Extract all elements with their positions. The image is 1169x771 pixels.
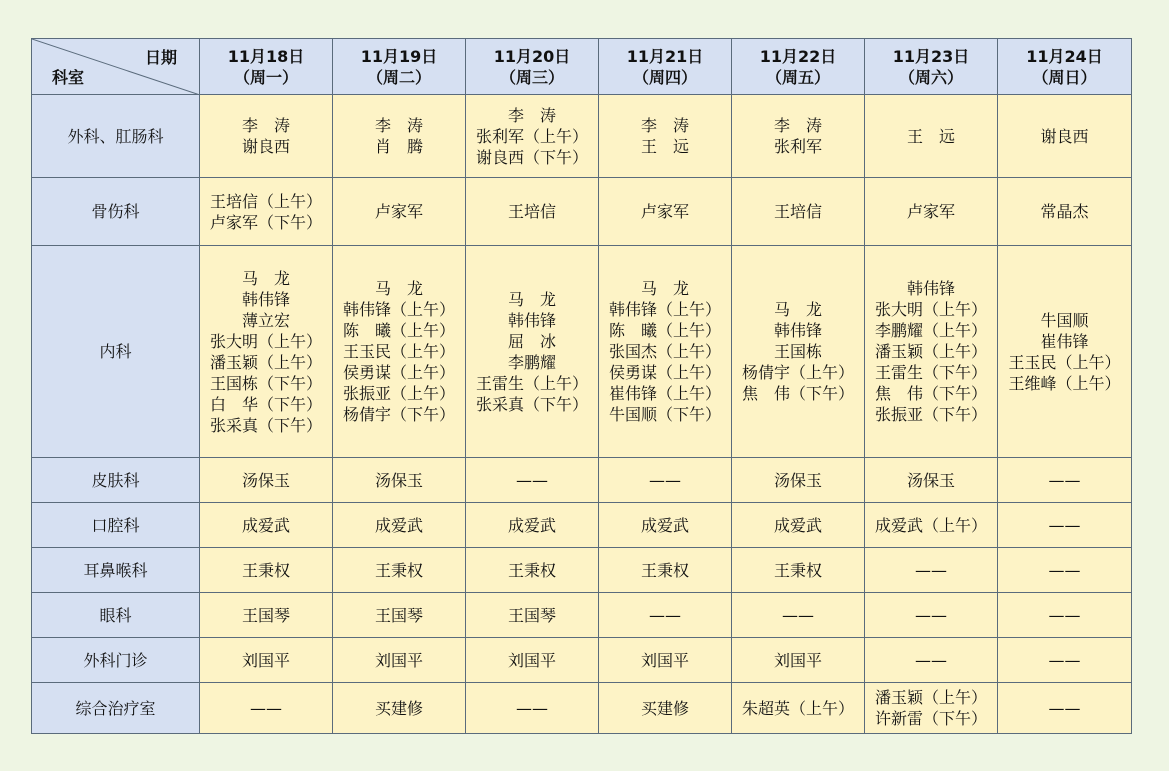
doctor-list — [875, 687, 987, 729]
doctor-list — [915, 650, 947, 671]
day-header — [599, 39, 732, 95]
doctor-name: 侯勇谋（上午） — [608, 363, 721, 382]
doctor-list — [375, 515, 423, 536]
doctor-cell — [466, 638, 599, 683]
department-name: 皮肤科 — [32, 458, 200, 503]
department-name: 耳鼻喉科 — [32, 548, 200, 593]
doctor-cell — [200, 178, 333, 246]
doctor-list — [774, 115, 822, 157]
doctor-name: 成爱武 — [374, 515, 423, 535]
doctor-name: 王 远 — [906, 126, 955, 146]
department-row — [32, 638, 1132, 683]
doctor-name: —— — [915, 560, 947, 580]
doctor-list — [508, 201, 556, 222]
doctor-name: 王秉权 — [773, 560, 822, 580]
doctor-name: —— — [649, 605, 681, 625]
doctor-name: 王 远 — [640, 137, 689, 156]
doctor-list — [649, 605, 681, 626]
doctor-cell — [466, 178, 599, 246]
doctor-name: 刘国平 — [640, 650, 689, 670]
doctor-name: —— — [915, 605, 947, 625]
doctor-cell — [333, 593, 466, 638]
doctor-cell — [865, 503, 998, 548]
doctor-list — [907, 470, 955, 491]
doctor-cell — [599, 548, 732, 593]
doctor-cell — [200, 548, 333, 593]
doctor-cell — [200, 593, 333, 638]
doctor-name: 李 涛 — [241, 116, 290, 135]
day-date: 11月19日 — [360, 46, 438, 66]
doctor-name: 马 龙 — [241, 268, 290, 288]
doctor-list — [242, 515, 290, 536]
doctor-name: —— — [915, 650, 947, 670]
doctor-name: 王秉权 — [241, 560, 290, 580]
doctor-cell — [599, 503, 732, 548]
doctor-name: 王维峰（上午） — [1008, 373, 1121, 393]
doctor-list — [476, 105, 588, 168]
day-date: 11月20日 — [493, 46, 571, 66]
doctor-name: 韩伟锋 — [241, 289, 290, 309]
doctor-name: 王培信（上午） — [209, 191, 322, 211]
doctor-list — [508, 605, 556, 626]
doctor-cell — [998, 683, 1132, 734]
doctor-cell — [732, 683, 865, 734]
doctor-name: 马 龙 — [507, 289, 556, 309]
doctor-name: 陈 曦（上午） — [608, 321, 721, 340]
doctor-name: —— — [1048, 698, 1081, 718]
doctor-name: 王国琴 — [507, 605, 556, 625]
doctor-cell — [998, 548, 1132, 593]
doctor-name: 李 涛 — [507, 105, 556, 125]
header-row — [32, 39, 1132, 95]
doctor-name: 张利军 — [773, 137, 822, 156]
doctor-list — [774, 470, 822, 491]
doctor-cell — [333, 503, 466, 548]
doctor-name: 牛国顺（下午） — [608, 405, 721, 424]
doctor-list — [242, 115, 290, 157]
doctor-name: 马 龙 — [773, 300, 822, 319]
schedule-body — [32, 95, 1132, 734]
doctor-name: 王秉权 — [374, 560, 423, 580]
doctor-list — [1049, 698, 1081, 719]
doctor-list — [875, 515, 987, 536]
doctor-list — [742, 299, 854, 404]
department-row — [32, 95, 1132, 178]
doctor-name: 买建修 — [640, 698, 689, 718]
day-header — [466, 39, 599, 95]
doctor-name: 王培信 — [507, 202, 556, 221]
doctor-list — [774, 201, 822, 222]
doctor-name: 潘玉颖（上午） — [209, 352, 322, 372]
doctor-name: 成爱武 — [640, 515, 689, 535]
day-weekday: （周三） — [499, 67, 564, 87]
day-header — [333, 39, 466, 95]
doctor-name: —— — [1048, 470, 1081, 490]
day-weekday: （周五） — [765, 67, 830, 87]
department-row — [32, 503, 1132, 548]
doctor-cell — [865, 683, 998, 734]
doctor-name: 潘玉颖（上午） — [874, 342, 987, 361]
doctor-cell — [732, 548, 865, 593]
doctor-name: 崔伟锋 — [1040, 331, 1089, 351]
doctor-name: 张大明（上午） — [209, 331, 322, 351]
doctor-list — [516, 470, 548, 491]
doctor-name: 汤保玉 — [906, 470, 955, 490]
day-header — [200, 39, 333, 95]
doctor-name: 买建修 — [374, 698, 423, 718]
doctor-name: 白 华（下午） — [209, 394, 322, 414]
doctor-list — [375, 560, 423, 581]
doctor-cell — [466, 503, 599, 548]
doctor-list — [641, 515, 689, 536]
doctor-name: 汤保玉 — [374, 470, 423, 490]
day-date: 11月21日 — [626, 46, 704, 66]
day-header — [865, 39, 998, 95]
day-date: 11月18日 — [227, 46, 305, 66]
doctor-list — [641, 115, 689, 157]
doctor-name: 成爱武 — [507, 515, 556, 535]
doctor-name: 崔伟锋（上午） — [608, 384, 721, 403]
doctor-cell — [466, 95, 599, 178]
doctor-name: 刘国平 — [374, 650, 423, 670]
doctor-list — [250, 698, 282, 719]
day-header — [998, 39, 1132, 95]
doctor-list — [782, 605, 814, 626]
doctor-cell — [865, 246, 998, 458]
doctor-name: 谢良西 — [1040, 126, 1089, 146]
doctor-list — [641, 650, 689, 671]
doctor-name: 张利军（上午） — [475, 126, 588, 146]
doctor-cell — [732, 503, 865, 548]
doctor-list — [641, 560, 689, 581]
doctor-name: —— — [1048, 560, 1081, 580]
doctor-name: —— — [1048, 650, 1081, 670]
doctor-cell — [599, 638, 732, 683]
day-weekday: （周二） — [366, 67, 431, 87]
doctor-name: 成爱武 — [773, 515, 822, 535]
doctor-name: 韩伟锋 — [507, 310, 556, 330]
duty-schedule-table — [31, 38, 1132, 734]
doctor-list — [343, 278, 455, 425]
doctor-cell — [599, 458, 732, 503]
day-weekday: （周一） — [233, 67, 298, 87]
doctor-cell — [732, 95, 865, 178]
department-name: 综合治疗室 — [32, 683, 200, 734]
doctor-cell — [200, 683, 333, 734]
doctor-list — [375, 650, 423, 671]
doctor-name: 王雷生（上午） — [475, 373, 588, 393]
department-name: 外科、肛肠科 — [32, 95, 200, 178]
doctor-cell — [333, 458, 466, 503]
doctor-list — [1008, 310, 1120, 394]
doctor-cell — [998, 503, 1132, 548]
department-name: 口腔科 — [32, 503, 200, 548]
doctor-cell — [599, 683, 732, 734]
doctor-list — [915, 605, 947, 626]
doctor-cell — [200, 638, 333, 683]
doctor-list — [508, 515, 556, 536]
doctor-name: 韩伟锋 — [906, 279, 955, 298]
doctor-cell — [599, 246, 732, 458]
corner-header-cell — [32, 39, 200, 95]
doctor-name: 牛国顺 — [1040, 310, 1089, 330]
doctor-name: 常晶杰 — [1040, 202, 1089, 221]
doctor-list — [242, 560, 290, 581]
doctor-cell — [865, 178, 998, 246]
doctor-list — [375, 470, 423, 491]
doctor-cell — [200, 503, 333, 548]
doctor-list — [210, 191, 322, 233]
doctor-name: 王国栋 — [773, 342, 822, 361]
doctor-name: 薄立宏 — [241, 310, 290, 330]
doctor-name: 王培信 — [773, 202, 822, 221]
doctor-cell — [732, 178, 865, 246]
doctor-name: 张振亚（上午） — [342, 384, 455, 403]
doctor-name: 屈 冰 — [507, 331, 556, 351]
doctor-name: 肖 腾 — [374, 137, 423, 156]
doctor-list — [375, 115, 423, 157]
department-row — [32, 458, 1132, 503]
doctor-list — [1049, 605, 1081, 626]
doctor-cell — [466, 593, 599, 638]
doctor-cell — [998, 458, 1132, 503]
doctor-name: 马 龙 — [374, 279, 423, 298]
doctor-name: 陈 曦（上午） — [342, 321, 455, 340]
doctor-list — [907, 201, 955, 222]
doctor-name: 朱超英（上午） — [741, 698, 854, 718]
doctor-name: 张振亚（下午） — [874, 405, 987, 424]
doctor-name: 杨倩宇（上午） — [741, 363, 854, 382]
doctor-cell — [200, 458, 333, 503]
doctor-name: —— — [649, 470, 681, 490]
doctor-cell — [466, 246, 599, 458]
department-name: 内科 — [32, 246, 200, 458]
department-row — [32, 548, 1132, 593]
doctor-list — [1049, 470, 1081, 491]
doctor-name: 成爱武 — [241, 515, 290, 535]
doctor-cell — [998, 178, 1132, 246]
doctor-name: 王玉民（上午） — [1008, 352, 1121, 372]
doctor-list — [1049, 560, 1081, 581]
doctor-list — [774, 515, 822, 536]
doctor-name: 王雷生（下午） — [874, 363, 987, 382]
department-row — [32, 246, 1132, 458]
doctor-list — [375, 605, 423, 626]
doctor-name: 张采真（下午） — [475, 394, 588, 414]
doctor-cell — [333, 683, 466, 734]
doctor-list — [1049, 515, 1081, 536]
doctor-name: —— — [250, 698, 282, 718]
doctor-name: 谢良西 — [241, 137, 290, 156]
doctor-name: 李 涛 — [374, 116, 423, 135]
doctor-name: 汤保玉 — [773, 470, 822, 490]
doctor-name: 马 龙 — [640, 279, 689, 298]
doctor-name: 李 涛 — [773, 116, 822, 135]
doctor-cell — [732, 593, 865, 638]
doctor-cell — [998, 246, 1132, 458]
doctor-name: 王国栋（下午） — [209, 373, 322, 393]
doctor-name: 杨倩宇（下午） — [342, 405, 455, 424]
doctor-name: 卢家军（下午） — [209, 212, 322, 232]
doctor-list — [641, 698, 689, 719]
doctor-cell — [466, 683, 599, 734]
doctor-list — [476, 289, 588, 415]
department-name: 骨伤科 — [32, 178, 200, 246]
doctor-name: 李 涛 — [640, 116, 689, 135]
doctor-name: 焦 伟（下午） — [741, 384, 854, 403]
doctor-name: 李鹏耀 — [507, 352, 556, 372]
doctor-list — [508, 650, 556, 671]
doctor-name: 汤保玉 — [241, 470, 290, 490]
doctor-cell — [599, 178, 732, 246]
day-date: 11月23日 — [892, 46, 970, 66]
doctor-name: 卢家军 — [640, 202, 689, 221]
doctor-list — [1040, 201, 1088, 222]
department-row — [32, 683, 1132, 734]
doctor-list — [609, 278, 721, 425]
date-axis-label: 日期 — [144, 48, 177, 67]
doctor-cell — [200, 95, 333, 178]
doctor-cell — [732, 246, 865, 458]
doctor-cell — [333, 246, 466, 458]
doctor-list — [641, 201, 689, 222]
doctor-list — [242, 470, 290, 491]
doctor-cell — [998, 95, 1132, 178]
day-date: 11月24日 — [1026, 46, 1103, 66]
doctor-cell — [865, 458, 998, 503]
doctor-name: 潘玉颖（上午） — [874, 688, 987, 707]
doctor-name: —— — [1048, 515, 1081, 535]
doctor-name: 刘国平 — [507, 650, 556, 670]
doctor-name: 王国琴 — [241, 605, 290, 625]
doctor-list — [210, 268, 322, 436]
doctor-name: 张大明（上午） — [874, 300, 987, 319]
doctor-cell — [865, 95, 998, 178]
doctor-name: 王秉权 — [507, 560, 556, 580]
doctor-cell — [865, 638, 998, 683]
doctor-name: 许新雷（下午） — [874, 709, 987, 728]
doctor-name: 李鹏耀（上午） — [874, 321, 987, 340]
doctor-name: —— — [782, 605, 814, 625]
doctor-name: 王玉民（上午） — [342, 342, 455, 361]
doctor-cell — [466, 458, 599, 503]
doctor-list — [508, 560, 556, 581]
doctor-list — [649, 470, 681, 491]
doctor-cell — [599, 593, 732, 638]
day-weekday: （周四） — [632, 67, 697, 87]
day-weekday: （周六） — [898, 67, 963, 87]
doctor-list — [242, 650, 290, 671]
doctor-name: —— — [1048, 605, 1081, 625]
doctor-name: 谢良西（下午） — [475, 147, 588, 167]
department-name: 眼科 — [32, 593, 200, 638]
doctor-cell — [333, 95, 466, 178]
doctor-cell — [998, 638, 1132, 683]
doctor-list — [907, 126, 955, 147]
department-row — [32, 593, 1132, 638]
day-header — [732, 39, 865, 95]
doctor-name: 刘国平 — [773, 650, 822, 670]
doctor-list — [875, 278, 987, 425]
doctor-list — [1049, 650, 1081, 671]
doctor-cell — [466, 548, 599, 593]
doctor-cell — [865, 548, 998, 593]
doctor-list — [774, 560, 822, 581]
doctor-name: 韩伟锋（上午） — [608, 300, 721, 319]
doctor-cell — [732, 638, 865, 683]
doctor-name: 卢家军 — [906, 202, 955, 221]
doctor-name: 侯勇谋（上午） — [342, 363, 455, 382]
doctor-cell — [865, 593, 998, 638]
doctor-name: 王国琴 — [374, 605, 423, 625]
doctor-name: 成爱武（上午） — [874, 515, 987, 535]
doctor-cell — [200, 246, 333, 458]
doctor-name: 韩伟锋（上午） — [342, 300, 455, 319]
doctor-cell — [599, 95, 732, 178]
department-axis-label: 科室 — [52, 68, 85, 87]
doctor-list — [375, 698, 423, 719]
doctor-name: 张国杰（上午） — [608, 342, 721, 361]
doctor-cell — [333, 548, 466, 593]
doctor-name: 张采真（下午） — [209, 415, 322, 435]
day-date: 11月22日 — [759, 46, 837, 66]
doctor-list — [915, 560, 947, 581]
doctor-name: 刘国平 — [241, 650, 290, 670]
doctor-cell — [333, 178, 466, 246]
doctor-name: 焦 伟（下午） — [874, 384, 987, 403]
doctor-list — [742, 698, 854, 719]
doctor-name: 卢家军 — [374, 202, 423, 221]
doctor-list — [375, 201, 423, 222]
doctor-name: 王秉权 — [640, 560, 689, 580]
doctor-cell — [732, 458, 865, 503]
department-name: 外科门诊 — [32, 638, 200, 683]
doctor-cell — [998, 593, 1132, 638]
doctor-name: 韩伟锋 — [773, 321, 822, 340]
department-row — [32, 178, 1132, 246]
day-weekday: （周日） — [1032, 67, 1097, 87]
doctor-list — [242, 605, 290, 626]
doctor-list — [1040, 126, 1088, 147]
doctor-list — [516, 698, 548, 719]
doctor-list — [774, 650, 822, 671]
doctor-name: —— — [516, 698, 548, 718]
doctor-name: —— — [516, 470, 548, 490]
doctor-cell — [333, 638, 466, 683]
